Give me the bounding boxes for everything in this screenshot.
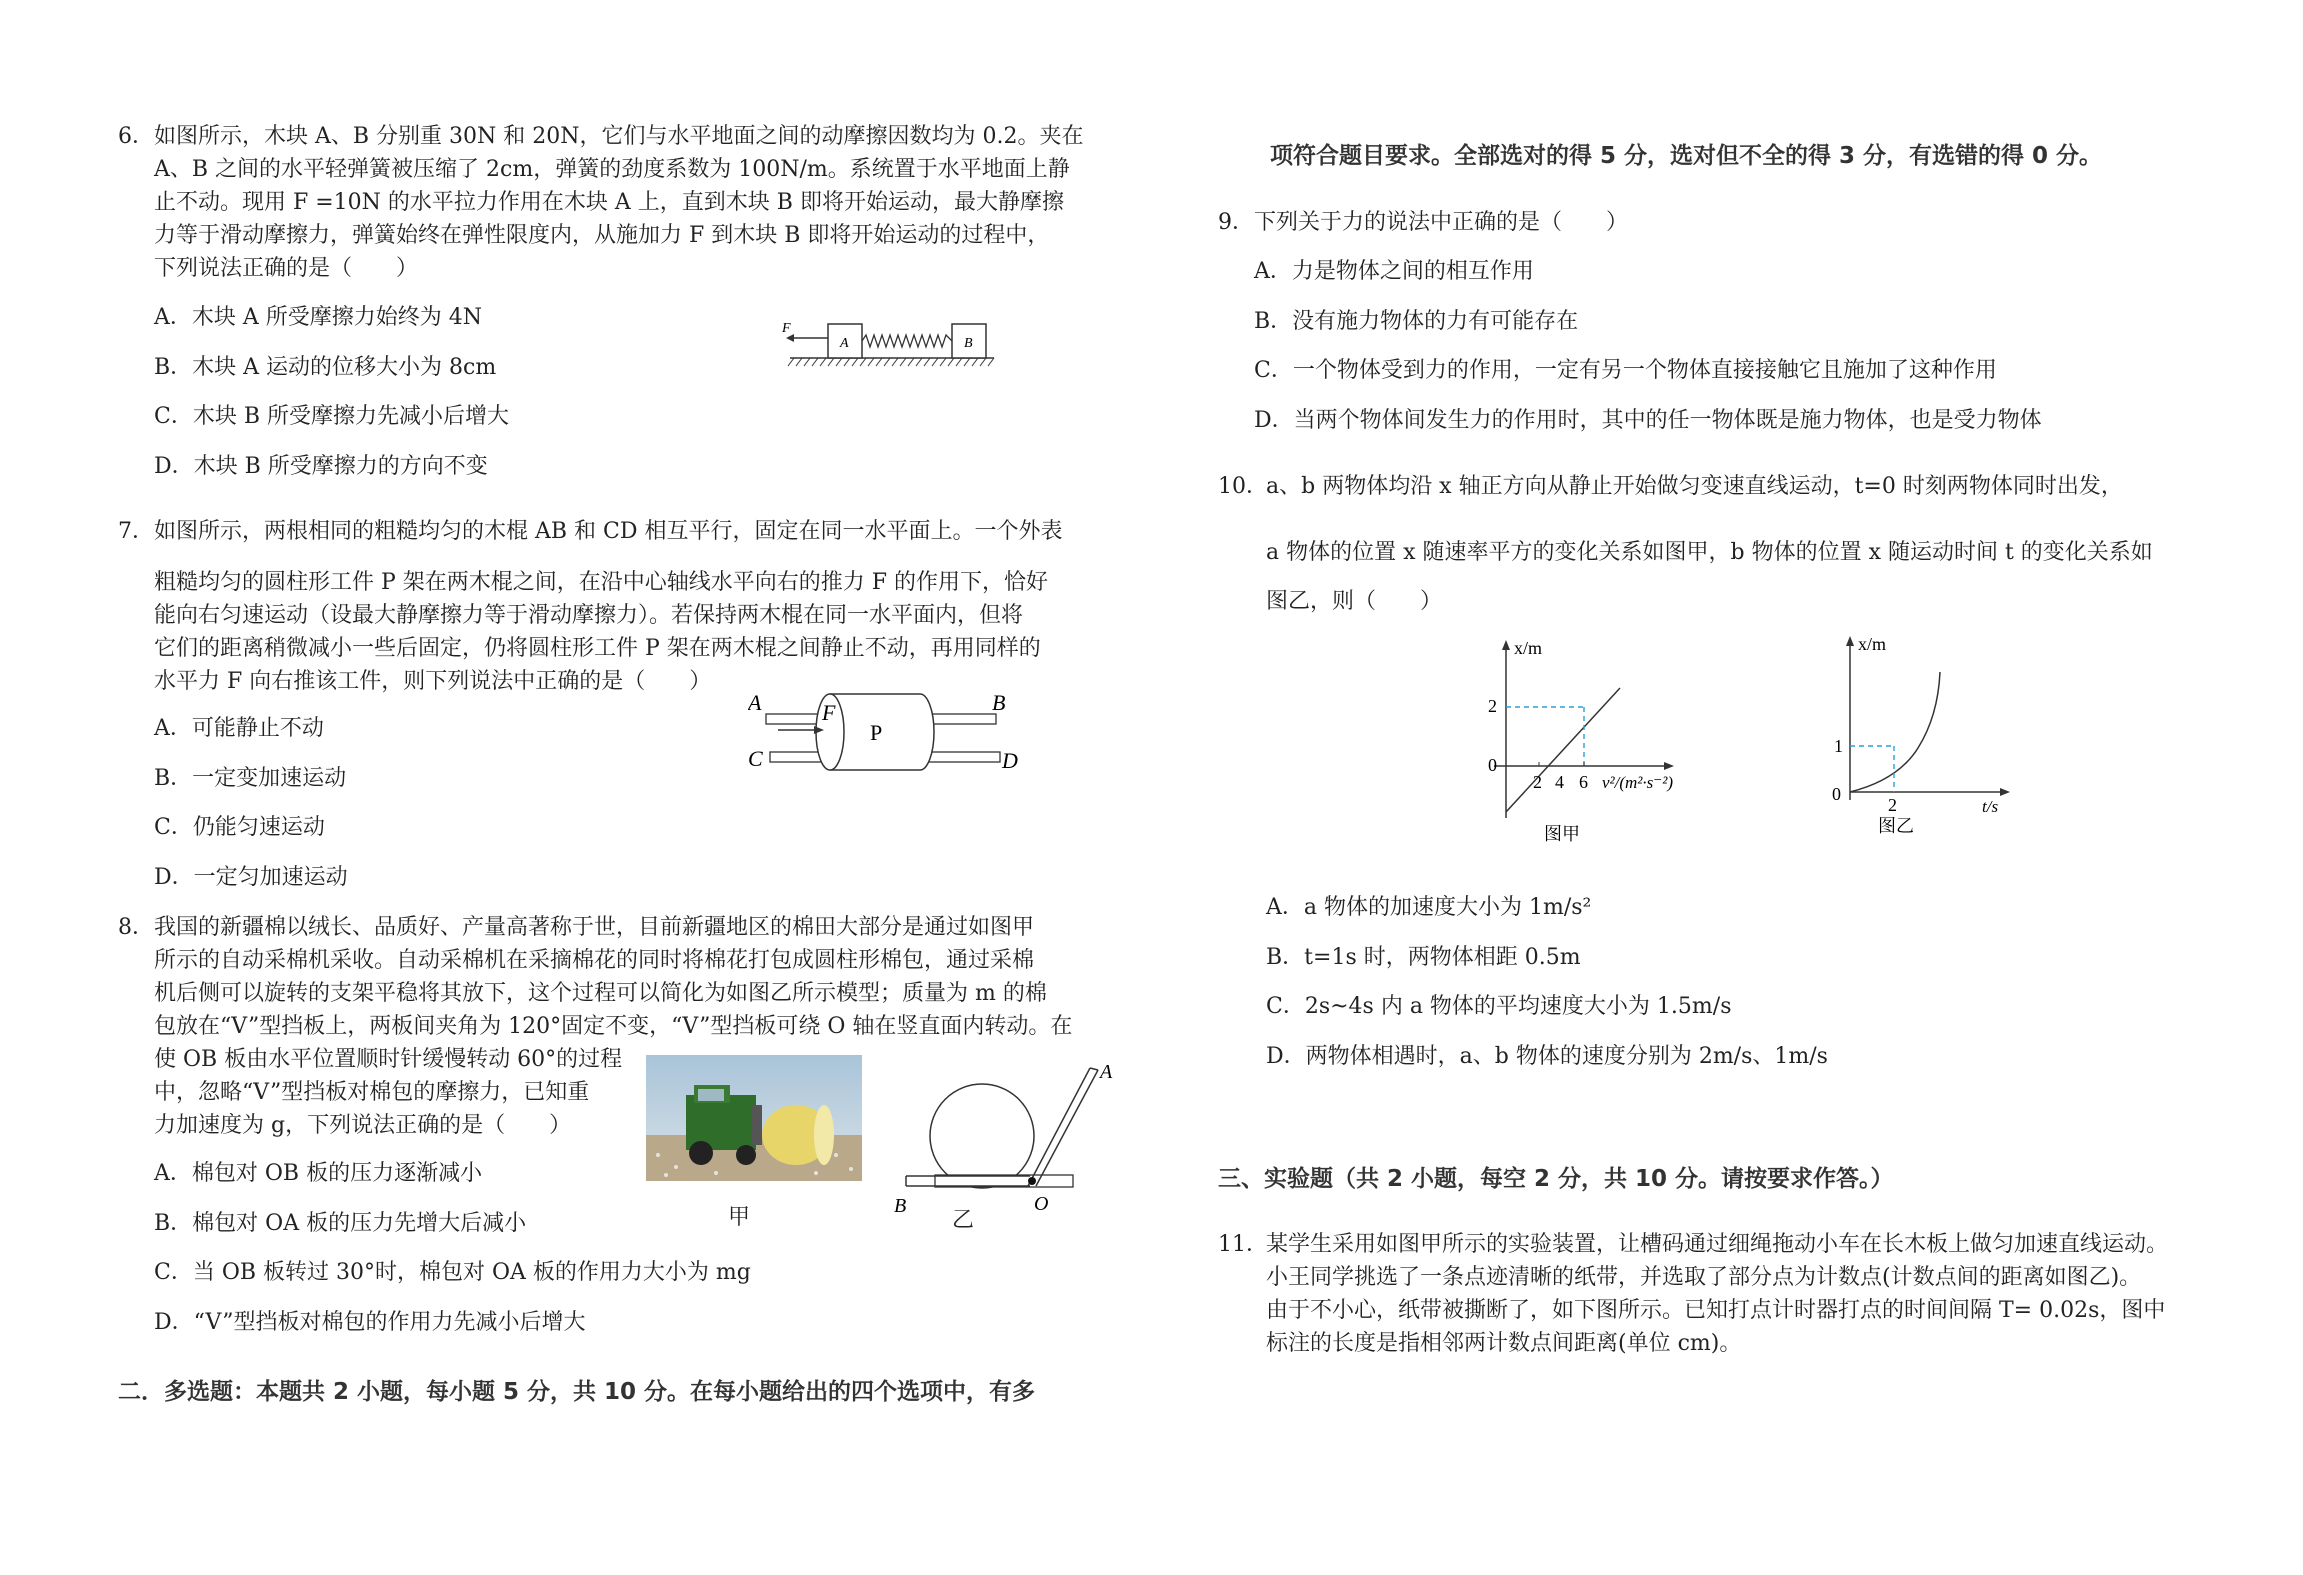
- question-number: 9．: [1218, 210, 1254, 235]
- option-d[interactable]: D．“V”型挡板对棉包的作用力先减小后增大: [154, 1310, 586, 1335]
- graph-yi-ytick-0: 0: [1832, 784, 1841, 804]
- option-b[interactable]: B．棉包对 OA 板的压力先增大后减小: [154, 1211, 527, 1236]
- graph-yi-ylabel: x/m: [1858, 634, 1887, 654]
- option-b[interactable]: B．木块 A 运动的位移大小为 8cm: [154, 355, 497, 380]
- section-2-continued: 项符合题目要求。全部选对的得 5 分，选对但不全的得 3 分，有选错的得 0 分。: [1270, 143, 2103, 169]
- cotton-picker-photo: [646, 1055, 862, 1181]
- option-c[interactable]: C．一个物体受到力的作用，一定有另一个物体直接接触它且施加了这种作用: [1254, 358, 1997, 383]
- v-board-figure: [870, 1050, 1220, 1230]
- option-a[interactable]: A．力是物体之间的相互作用: [1254, 259, 1534, 284]
- graph-jia-xtick-6: 6: [1579, 772, 1588, 792]
- question-stem: 下列关于力的说法中正确的是（ ）: [1254, 210, 1629, 235]
- question-stem: 如图所示，两根相同的粗糙均匀的木棍 AB 和 CD 相互平行，固定在同一水平面上。一个外表 粗糙均匀的圆柱形工件 P 架在两木棍之间，在沿中心轴线水平向右的推力 F 的作用下，恰好 能向右匀速运动（设最大静摩擦力等于滑动摩擦力）。若保持两木棍在同一水平面内，但将 它们的距离稍微减小一些后固定，仍将圆柱形工件 P 架在两木棍之间静止不动，再用同样的 水平力 F 向右推该工件，则下列说法中正确的是（ ）: [154, 519, 1063, 694]
- section-2-heading: 二．多选题：本题共 2 小题，每小题 5 分，共 10 分。在每小题给出的四个选项中，有多: [118, 1379, 1036, 1405]
- graph-yi: [1818, 630, 2018, 840]
- option-c[interactable]: C．仍能匀速运动: [154, 815, 325, 840]
- question-stem-line-3: 图乙，则（ ）: [1266, 589, 1443, 614]
- option-d[interactable]: D．当两个物体间发生力的作用时，其中的任一物体既是施力物体，也是受力物体: [1254, 408, 2042, 433]
- section-3-heading: 三、实验题（共 2 小题，每空 2 分，共 10 分。请按要求作答。）: [1218, 1166, 1894, 1192]
- board-ob: [935, 1175, 1073, 1187]
- graph-jia-xtick-4: 4: [1555, 772, 1564, 792]
- question-stem: 某学生采用如图甲所示的实验装置，让槽码通过细绳拖动小车在长木板上做匀加速直线运动。 小王同学挑选了一条点迹清晰的纸带，并选取了部分点为计数点(计数点间的距离如图乙)。 由于不小心，纸带被撕断了，如下图所示。已知打点计时器打点的时间间隔 T= 0.02s，图中 标注的长度是指相邻两计数点间距离(单位 cm)。: [1266, 1232, 2169, 1356]
- option-a[interactable]: A．棉包对 OB 板的压力逐渐减小: [154, 1161, 483, 1186]
- graph-yi-ytick-1: 1: [1834, 736, 1843, 756]
- pivot-o: [1028, 1177, 1036, 1185]
- block-a-label: A: [840, 336, 849, 351]
- option-d[interactable]: D．一定匀加速运动: [154, 865, 348, 890]
- graph-jia-ytick-0: 0: [1488, 755, 1497, 775]
- label-jia: 甲: [728, 1205, 751, 1230]
- cylinder-rods-figure: [748, 690, 1018, 780]
- cotton-bale: [930, 1084, 1034, 1188]
- option-c[interactable]: C．木块 B 所受摩擦力先减小后增大: [154, 404, 509, 429]
- graph-jia: [1478, 638, 1778, 848]
- question-stem: 我国的新疆棉以绒长、品质好、产量高著称于世，目前新疆地区的棉田大部分是通过如图甲 所示的自动采棉机采收。自动采棉机在采摘棉花的同时将棉花打包成圆柱形棉包，通过采棉 机后侧可以旋转的支架平稳将其放下，这个过程可以简化为如图乙所示模型；质量为 m 的棉 包放在“V”型挡板上，两板间夹角为 120°固定不变，“V”型挡板可绕 O 轴在竖直面内转动。在 使 OB 板由水平位置顺时针缓慢转动 60°的过程 中，忽略“V”型挡板对棉包的摩擦力，已知重 力加速度为 g，下列说法正确的是（ ）: [154, 915, 1073, 1138]
- left-column: [118, 0, 1218, 1575]
- label-d: D: [1002, 748, 1018, 773]
- label-yi: 乙: [952, 1208, 975, 1233]
- spring-blocks-figure: [768, 310, 1008, 370]
- block-b-label: B: [964, 336, 973, 351]
- label-c: C: [748, 746, 763, 771]
- question-number: 7．: [118, 519, 154, 544]
- question-stem: 如图所示，木块 A、B 分别重 30N 和 20N，它们与水平地面之间的动摩擦因数均为 0.2。夹在 A、B 之间的水平轻弹簧被压缩了 2cm，弹簧的劲度系数为 100N/m。系统置于水平地面上静 止不动。现用 F =10N 的水平拉力作用在木块 A 上，直到木块 B 即将开始运动，最大静摩擦 力等于滑动摩擦力，弹簧始终在弹性限度内，从施加力 F 到木块 B 即将开始运动的过程中， 下列说法正确的是（ ）: [154, 124, 1084, 281]
- option-d[interactable]: D．两物体相遇时，a、b 物体的速度分别为 2m/s、1m/s: [1266, 1044, 1828, 1069]
- force-label: F: [782, 321, 791, 336]
- label-f: F: [822, 700, 836, 725]
- option-a[interactable]: A．木块 A 所受摩擦力始终为 4N: [154, 305, 483, 330]
- graph-jia-ytick-2: 2: [1488, 696, 1497, 716]
- option-b[interactable]: B．t=1s 时，两物体相距 0.5m: [1266, 945, 1581, 970]
- option-a[interactable]: A．a 物体的加速度大小为 1m/s²: [1266, 895, 1592, 920]
- graph-jia-ylabel: x/m: [1514, 638, 1543, 658]
- label-a: A: [748, 690, 762, 715]
- graph-yi-xlabel: t/s: [1982, 797, 1999, 816]
- label-b: B: [992, 690, 1006, 715]
- question-number: 8．: [118, 915, 154, 940]
- option-d[interactable]: D．木块 B 所受摩擦力的方向不变: [154, 454, 488, 479]
- right-column: [1218, 0, 2303, 1575]
- question-number: 10．: [1218, 474, 1268, 499]
- graph-jia-xlabel: v²/(m²·s⁻²): [1602, 773, 1673, 792]
- question-number: 11．: [1218, 1232, 1268, 1257]
- option-a[interactable]: A．可能静止不动: [154, 716, 324, 741]
- spring: [862, 335, 952, 347]
- option-c[interactable]: C．2s~4s 内 a 物体的平均速度大小为 1.5m/s: [1266, 994, 1732, 1019]
- question-stem-line-2: a 物体的位置 x 随速率平方的变化关系如图甲，b 物体的位置 x 随运动时间 t 的变化关系如: [1266, 540, 2153, 565]
- question-stem: a、b 两物体均沿 x 轴正方向从静止开始做匀变速直线运动，t=0 时刻两物体同时出发，: [1266, 474, 2123, 499]
- option-c[interactable]: C．当 OB 板转过 30°时，棉包对 OA 板的作用力大小为 mg: [154, 1260, 751, 1285]
- question-number: 6．: [118, 124, 154, 149]
- graph-yi-xtick-2: 2: [1888, 795, 1897, 815]
- label-p: P: [870, 720, 883, 745]
- label-o: O: [1034, 1193, 1049, 1215]
- label-b: B: [894, 1195, 907, 1217]
- graph-jia-xtick-2: 2: [1533, 772, 1542, 792]
- option-b[interactable]: B．一定变加速运动: [154, 766, 347, 791]
- graph-yi-caption: 图乙: [1878, 816, 1914, 836]
- graph-jia-caption: 图甲: [1544, 824, 1580, 844]
- option-b[interactable]: B．没有施力物体的力有可能存在: [1254, 309, 1579, 334]
- label-a: A: [1100, 1061, 1113, 1083]
